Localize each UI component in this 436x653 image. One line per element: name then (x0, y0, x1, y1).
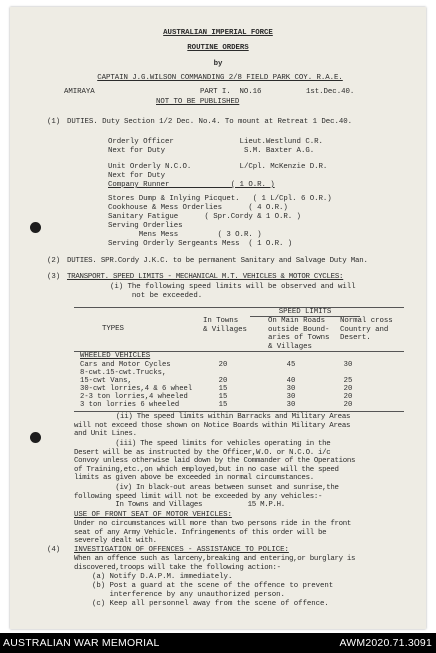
duty-roster-line: Orderly Officer Lieut.Westlund C.R. (108, 138, 323, 146)
duty-roster-line: Next for Duty (108, 172, 166, 180)
table-cell-cross: 20 (343, 393, 353, 401)
section-3-para-iv: (iv) In black-out areas between sunset and sunrise,the following speed limit will not be exceeded by any vehicles:- In Towns and Villages 15 M.P.H. (74, 484, 339, 510)
section-3-heading: TRANSPORT. SPEED LIMITS - MECHANICAL M.T. VEHICLES & MOTOR CYCLES: (67, 273, 344, 281)
front-seat-text: Under no circumstances will more than two persons ride in the front seat of any Army Vehicle. Infringements of this order will be severely dealt with. (74, 520, 352, 546)
table-group-header: SPEED LIMITS (278, 308, 332, 316)
table-cell-type: 3 ton lorries 6 wheeled (80, 401, 180, 409)
table-cell-main: 30 (286, 401, 296, 409)
table-cell-towns: 20 (218, 361, 228, 369)
duty-roster-line: Serving Orderlies (108, 222, 183, 230)
table-cell-towns: 15 (218, 385, 228, 393)
duty-roster-line: Sanitary Fatigue ( Spr.Cordy & 1 O.R. ) (108, 213, 301, 221)
punch-hole (30, 432, 41, 443)
duty-roster-line: Company Runner ( 1 O.R. ) (108, 181, 275, 189)
duty-roster-line: Next for Duty S.M. Baxter A.G. (108, 147, 315, 155)
action-item: (c) Keep all personnel away from the scene of offence. (92, 600, 329, 608)
section-number: (1) (47, 118, 61, 126)
section-1-lead: DUTIES. Duty Section 1/2 Dec. No.4. To mount at Retreat 1 Dec.40. (67, 118, 353, 126)
action-item: (a) Notify D.A.P.M. immediately. (92, 573, 233, 581)
section-2-text: DUTIES. SPR.Cordy J.K.C. to be permanent Sanitary and Salvage Duty Man. (67, 257, 368, 265)
section-number: (4) (47, 546, 61, 554)
section-number: (3) (47, 273, 61, 281)
table-cell-type: Cars and Motor Cycles (80, 361, 171, 369)
action-item: (b) Post a guard at the scene of the offence to prevent interference by any unauthorized person. (92, 582, 334, 599)
punch-hole (30, 222, 41, 233)
not-published-note: NOT TO BE PUBLISHED (156, 98, 240, 106)
section-number: (2) (47, 257, 61, 265)
archive-footer (0, 633, 436, 653)
duty-roster-line: Unit Orderly N.C.O. L/Cpl. McKenzie D.R. (108, 163, 328, 171)
table-cell-type: 30-cwt lorries,4 & 6 wheel (80, 385, 193, 393)
table-header-types: TYPES (102, 325, 124, 333)
section-3-para-iii: (iii) The speed limits for vehicles operating in the Desert will be as instructed by the Officer,W.O. or N.C.O. i/c Convoy unless otherwise laid down by the Commander of the Operations of Training,etc.,on which employed,but in no case will the speed limits as given above be exceeded in normal circumstances. (74, 440, 356, 483)
table-cell-towns: 15 (218, 401, 228, 409)
duty-roster-line: Mens Mess ( 3 O.R. ) (108, 231, 262, 239)
table-cell-type: 8-cwt.15-cwt.Trucks, (80, 369, 167, 377)
table-header-cross-country: Normal cross Country and Desert. (340, 317, 393, 343)
order-part: PART I. NO.16 (200, 88, 262, 96)
section-4-text: When an offence such as larceny,breaking and entering,or burglary is discovered,troops will take the following action:- (74, 555, 356, 572)
document-subtitle: ROUTINE ORDERS (187, 44, 249, 52)
archive-name: AUSTRALIAN WAR MEMORIAL (3, 637, 160, 649)
table-header-main-roads: On Main Roads outside Bound- aries of Towns & Villages (268, 317, 330, 351)
document-title: AUSTRALIAN IMPERIAL FORCE (163, 29, 273, 37)
table-cell-main: 45 (286, 361, 296, 369)
table-section-label: WHEELED VEHICLES (80, 352, 151, 360)
table-cell-cross: 30 (343, 361, 353, 369)
duty-roster-line: Stores Dump & Inlying Picquet. ( 1 L/Cpl. 6 O.R.) (108, 195, 332, 203)
table-cell-main: 40 (286, 377, 296, 385)
table-cell-type: 15-cwt Vans, (80, 377, 132, 385)
table-cell-towns: 15 (218, 393, 228, 401)
commander-line: CAPTAIN J.G.WILSON COMMANDING 2/8 FIELD PARK COY. R.A.E. (97, 74, 343, 82)
duty-roster-line: Serving Orderly Sergeants Mess ( 1 O.R. ) (108, 240, 293, 248)
table-header-towns: In Towns & Villages (203, 317, 247, 334)
table-cell-towns: 20 (218, 377, 228, 385)
duty-roster-line: Cookhouse & Mess Orderlies ( 4 O.R.) (108, 204, 288, 212)
document-page (10, 7, 426, 629)
front-seat-heading: USE OF FRONT SEAT OF MOTOR VEHICLES: (74, 511, 232, 519)
section-3-para-ii: (ii) The speed limits within Barracks and Military Areas will not exceed those shown on Notice Boards within Military Areas and Unit Lines. (74, 413, 351, 439)
table-cell-main: 30 (286, 393, 296, 401)
section-3-intro: (i) The following speed limits will be observed and will not be exceeded. (110, 283, 356, 300)
by-line: by (213, 60, 223, 68)
table-cell-cross: 20 (343, 385, 353, 393)
location: AMIRAYA (64, 88, 95, 96)
table-cell-cross: 20 (343, 401, 353, 409)
table-cell-main: 30 (286, 385, 296, 393)
table-cell-cross: 25 (343, 377, 353, 385)
table-cell-type: 2-3 ton lorries,4 wheeled (80, 393, 188, 401)
section-4-heading: INVESTIGATION OF OFFENCES - ASSISTANCE TO POLICE: (74, 546, 289, 554)
table-bottom-rule (74, 411, 404, 412)
archive-reference: AWM2020.71.3091 (339, 637, 432, 649)
order-date: 1st.Dec.40. (306, 88, 355, 96)
